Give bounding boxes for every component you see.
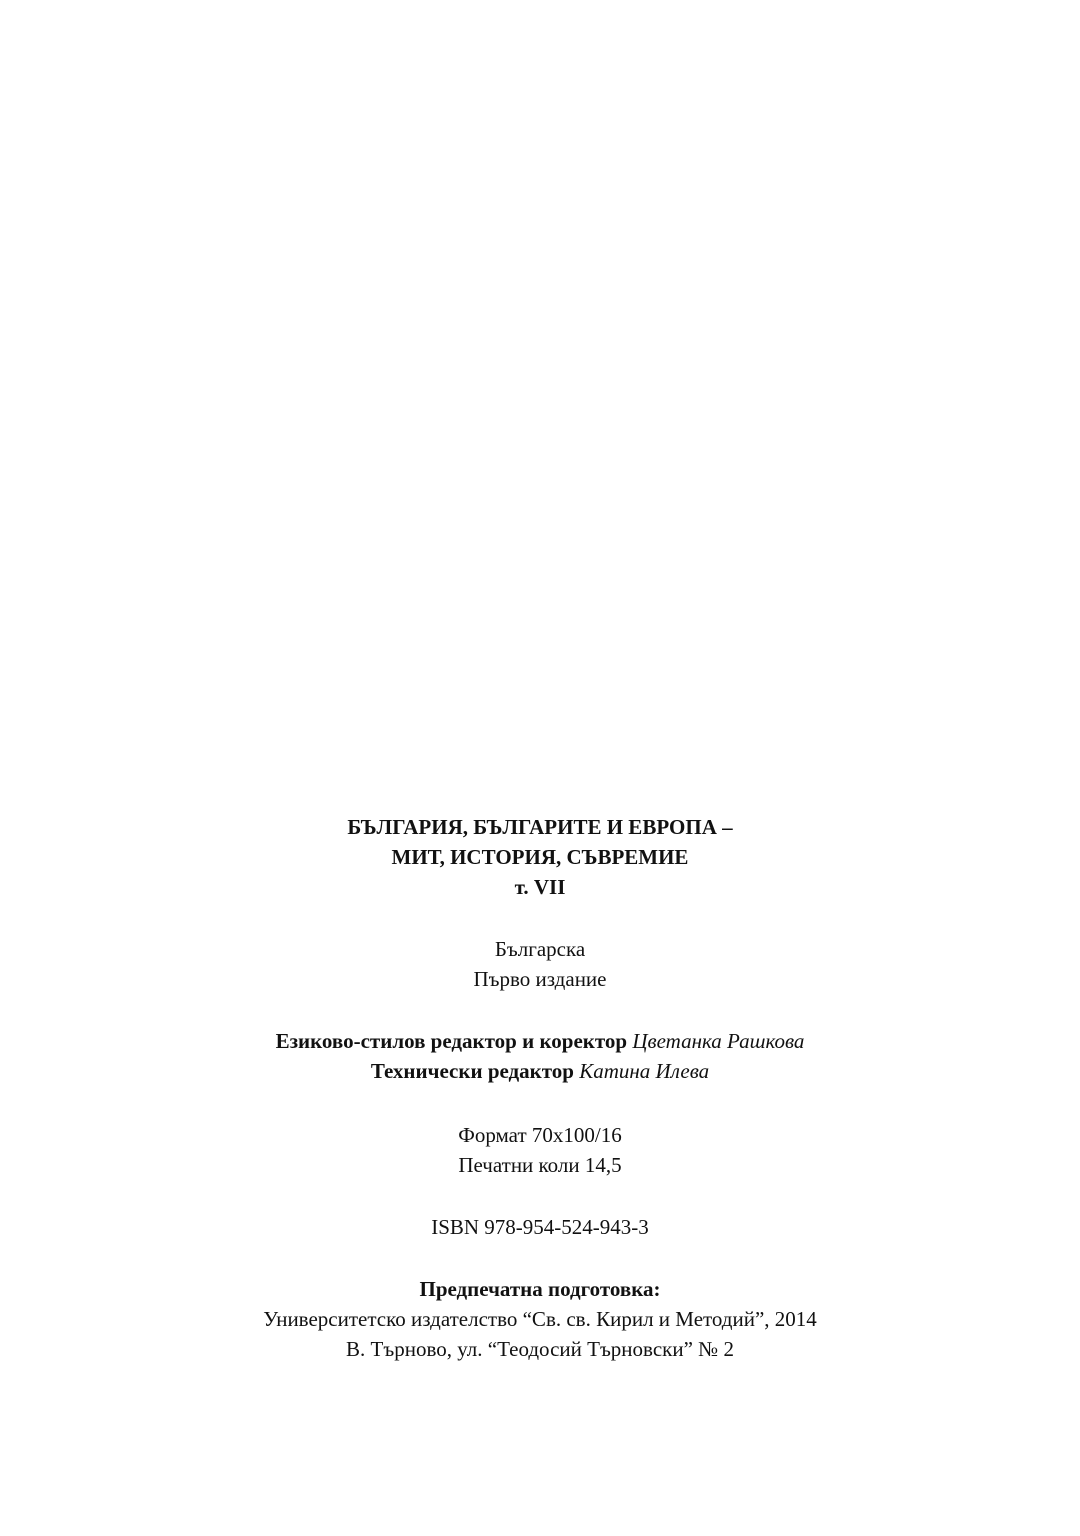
language-editor-label: Езиково-стилов редактор и коректор (275, 1029, 628, 1053)
isbn-line: ISBN 978-954-524-943-3 (431, 1215, 649, 1239)
prepress-label: Предпечатна подготовка: (419, 1277, 661, 1301)
format-info (0, 1120, 1080, 1180)
publisher-line: Университетско издателство “Св. св. Кирил и Методий”, 2014 (263, 1307, 817, 1331)
volume-number: т. VII (514, 875, 566, 899)
format-line: Формат 70х100/16 (458, 1123, 622, 1147)
editors-info (0, 1026, 1080, 1086)
technical-editor-name: Катина Илева (579, 1059, 710, 1083)
isbn-info (0, 1212, 1080, 1242)
edition-info (0, 934, 1080, 994)
language-editor-name: Цветанка Рашкова (632, 1029, 805, 1053)
language-editor-line (0, 1026, 1080, 1056)
imprint-block (0, 812, 1080, 1364)
printed-sheets-line: Печатни коли 14,5 (458, 1153, 622, 1177)
title-line-2: МИТ, ИСТОРИЯ, СЪВРЕМИЕ (391, 845, 689, 869)
language-note: Българска (494, 937, 586, 961)
technical-editor-line (0, 1056, 1080, 1086)
technical-editor-label: Технически редактор (370, 1059, 574, 1083)
book-title (0, 812, 1080, 902)
edition-note: Първо издание (473, 967, 607, 991)
title-line-1: БЪЛГАРИЯ, БЪЛГАРИТЕ И ЕВРОПА – (347, 815, 733, 839)
address-line: В. Търново, ул. “Теодосий Търновски” № 2 (346, 1337, 734, 1361)
prepress-info (0, 1274, 1080, 1364)
